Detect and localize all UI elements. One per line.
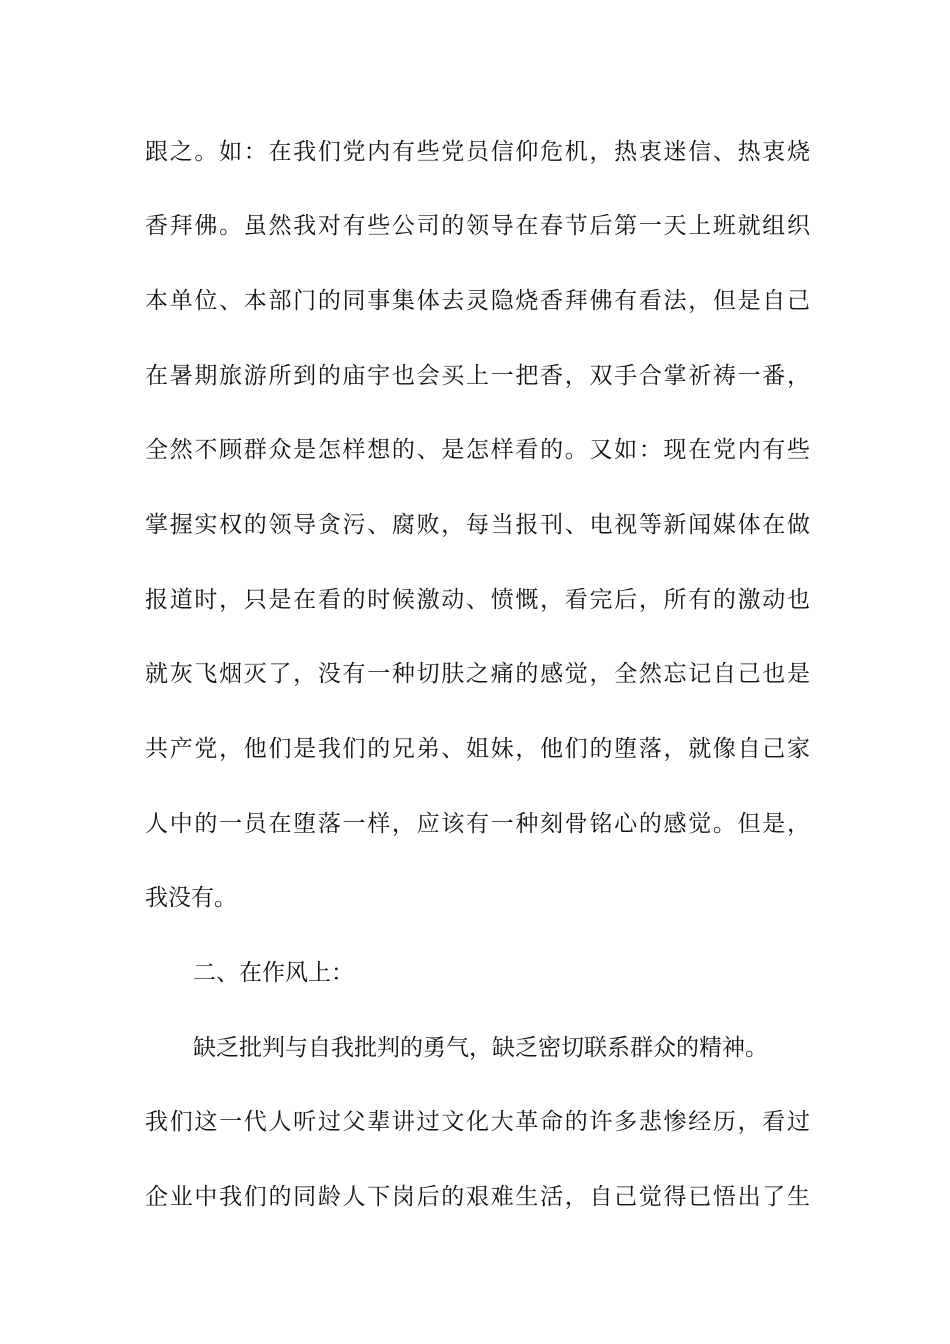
body-text-line: 我们这一代人听过父辈讲过文化大革命的许多悲惨经历，看过: [145, 1109, 810, 1135]
body-text-line: 香拜佛。虽然我对有些公司的领导在春节后第一天上班就组织: [145, 213, 810, 239]
body-text-line: 跟之。如：在我们党内有些党员信仰危机，热衷迷信、热衷烧: [145, 139, 810, 165]
body-text-line: 本单位、本部门的同事集体去灵隐烧香拜佛有看法，但是自己: [145, 288, 810, 314]
paragraph-first-line: 缺乏批判与自我批判的勇气，缺乏密切联系群众的精神。: [193, 1035, 768, 1061]
section-heading: 二、在作风上：: [193, 960, 354, 986]
body-text-line: 我没有。: [145, 885, 237, 911]
body-text-line: 全然不顾群众是怎样想的、是怎样看的。又如：现在党内有些: [145, 437, 810, 463]
body-text-line: 在暑期旅游所到的庙宇也会买上一把香，双手合掌祈祷一番，: [145, 363, 810, 389]
body-text-line: 就灰飞烟灭了，没有一种切肤之痛的感觉，全然忘记自己也是: [145, 661, 810, 687]
body-text-line: 企业中我们的同龄人下岗后的艰难生活，自己觉得已悟出了生: [145, 1184, 810, 1210]
body-text-line: 人中的一员在堕落一样，应该有一种刻骨铭心的感觉。但是，: [145, 811, 810, 837]
body-text-line: 报道时，只是在看的时候激动、愤慨，看完后，所有的激动也: [145, 587, 810, 613]
body-text-line: 共产党，他们是我们的兄弟、姐妹，他们的堕落，就像自己家: [145, 736, 810, 762]
body-text-line: 掌握实权的领导贪污、腐败，每当报刊、电视等新闻媒体在做: [145, 512, 810, 538]
